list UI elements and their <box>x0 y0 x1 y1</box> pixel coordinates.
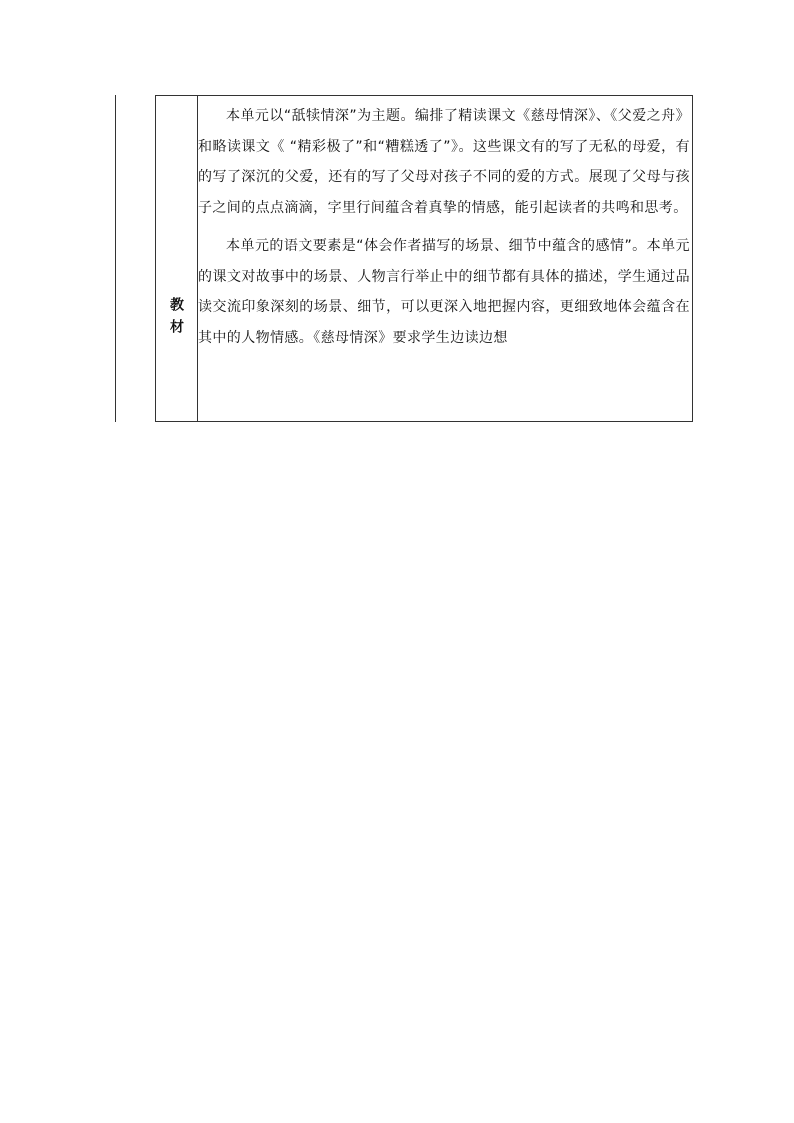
row-label: 教材 <box>168 297 184 341</box>
row-label-cell <box>155 95 197 421</box>
content-cell <box>198 101 690 353</box>
paragraph-language-element: 本单元的语文要素是“体会作者描写的场景、细节中蕴含的感情”。本单元的课文对故事中的场景、人物言行举止中的细节都有具体的描述，学生通过品读交流印象深刻的场景、细节，可以更深入地把握内容，更细致地体会蕴含在其中的人物情感。《慈母情深》要求学生边读边想 <box>198 238 690 346</box>
table-right-border <box>692 95 693 422</box>
table-bottom-border <box>155 421 692 422</box>
table-top-border <box>155 95 692 96</box>
table-left-border <box>115 95 116 422</box>
paragraph-theme: 本单元以“舐犊情深”为主题。编排了精读课文《慈母情深》、《父爱之舟》和略读课文《 “精彩极了”和“糟糕透了”》。这些课文有的写了无私的母爱，有的写了深沉的父爱，还有的写了父母对孩子不同的爱的方式。展现了父母与孩子之间的点点滴滴，字里行间蕴含着真挚的情感，能引起读者的共鸣和思考。 <box>198 108 690 216</box>
